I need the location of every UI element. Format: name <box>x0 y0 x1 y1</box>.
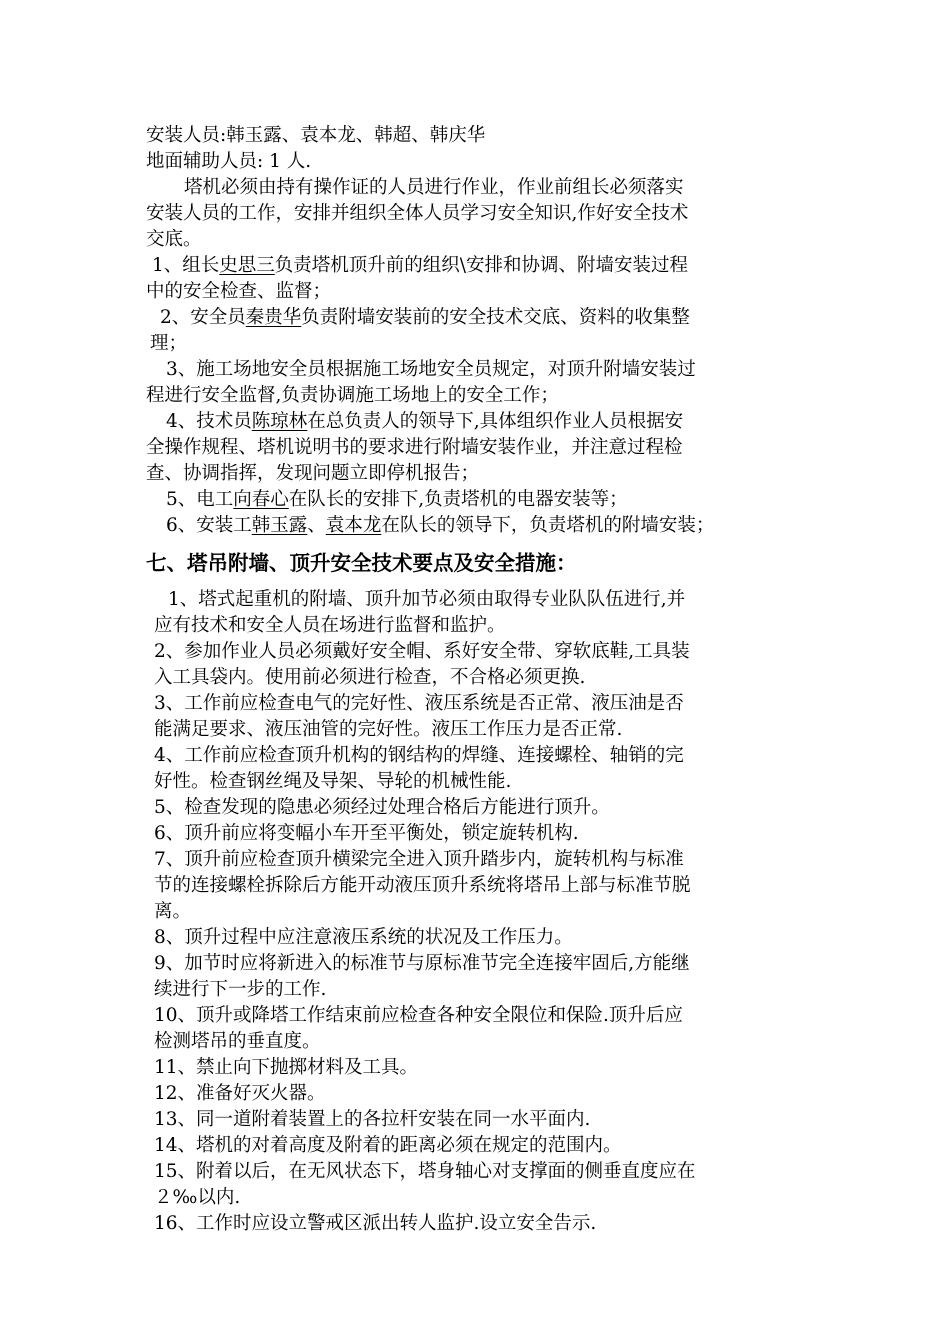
measure-15-line-2: ２‰以内. <box>154 1187 241 1208</box>
duty-6-person-1: 韩玉露 <box>251 515 308 536</box>
intro-line-2: 安装人员的工作，安排并组织全体人员学习安全知识,作好安全技术 <box>146 203 689 224</box>
measure-7-line-1: 7、顶升前应检查顶升横梁完全进入顶升踏步内，旋转机构与标准 <box>154 849 684 870</box>
ground-assist-line: 地面辅助人员: 1 人. <box>146 151 312 172</box>
measure-4-line-2: 好性。检查钢丝绳及导架、导轮的机械性能. <box>154 771 512 792</box>
measure-16-line: 16、工作时应设立警戒区派出转人监护.设立安全告示. <box>154 1213 597 1234</box>
duty-4-line-3: 查、协调指挥，发现问题立即停机报告； <box>146 463 480 484</box>
duty-2-text: 负责附墙安装前的安全技术交底、资料的收集整 <box>301 307 690 328</box>
measure-7-line-2: 节的连接螺栓拆除后方能开动液压顶升系统将塔吊上部与标准节脱 <box>154 875 691 896</box>
duty-3-line-2: 程进行安全监督,负责协调施工场地上的安全工作； <box>146 385 559 406</box>
measure-6-line: 6、顶升前应将变幅小车开至平衡处，锁定旋转机构. <box>154 823 579 844</box>
duty-4-prefix: 4、技术员 <box>166 411 252 432</box>
section-heading: 七、塔吊附墙、顶升安全技术要点及安全措施： <box>146 551 577 575</box>
measure-9-line-2: 续进行下一步的工作. <box>154 979 327 1000</box>
measure-11-line: 11、禁止向下抛掷材料及工具。 <box>154 1057 419 1078</box>
duty-4-line-2: 全操作规程、塔机说明书的要求进行附墙安装作业，并注意过程检 <box>146 437 683 458</box>
duty-4-person: 陈琼林 <box>251 411 308 432</box>
duty-1-line-1 <box>152 254 688 278</box>
duty-5-person: 向春心 <box>233 489 289 510</box>
intro-line-1: 塔机必须由持有操作证的人员进行作业，作业前组长必须落实 <box>184 177 684 198</box>
measure-3-line-1: 3、工作前应检查电气的完好性、液压系统是否正常、液压油是否 <box>154 693 684 714</box>
duty-3-line-1: 3、施工场地安全员根据施工场地安全员规定，对顶升附墙安装过 <box>166 359 696 380</box>
installers-line: 安装人员:韩玉露、袁本龙、韩超、韩庆华 <box>146 125 486 146</box>
duty-5-prefix: 5、电工 <box>166 489 234 510</box>
duty-5-line <box>166 488 628 512</box>
duty-5-text: 在队长的安排下,负责塔机的电器安装等； <box>288 489 628 510</box>
measure-2-line-2: 入工具袋内。使用前必须进行检查，不合格必须更换. <box>154 667 586 688</box>
measure-5-line: 5、检查发现的隐患必须经过处理合格后方能进行顶升。 <box>154 797 610 818</box>
duty-1-text: 负责塔机顶升前的组织\安排和协调、附墙安装过程 <box>274 255 689 276</box>
measure-7-line-3: 离。 <box>154 901 192 922</box>
measure-1-line-2: 应有技术和安全人员在场进行监督和监护。 <box>154 615 506 636</box>
duty-1-prefix: 1、组长 <box>152 255 220 276</box>
measure-13-line: 13、同一道附着装置上的各拉杆安装在同一水平面内. <box>154 1109 591 1130</box>
measure-4-line-1: 4、工作前应检查顶升机构的钢结构的焊缝、连接螺栓、轴销的完 <box>154 745 684 766</box>
duty-4-line-1 <box>166 410 683 434</box>
duty-2-person: 秦贵华 <box>245 307 302 328</box>
measure-12-line: 12、准备好灭火器。 <box>154 1083 326 1104</box>
duty-2-line-1 <box>160 306 690 330</box>
duty-4-text: 在总负责人的领导下,具体组织作业人员根据安 <box>307 411 684 432</box>
measure-9-line-1: 9、加节时应将新进入的标准节与原标准节完全连接牢固后,方能继 <box>154 953 690 974</box>
measure-8-line: 8、顶升过程中应注意液压系统的状况及工作压力。 <box>154 927 573 948</box>
measure-3-line-2: 能满足要求、液压油管的完好性。液压工作压力是否正常. <box>154 719 623 740</box>
duty-2-line-2: 理； <box>150 333 188 354</box>
duty-1-person: 史思三 <box>219 255 275 276</box>
measure-2-line-1: 2、参加作业人员必须戴好安全帽、系好安全带、穿软底鞋,工具装 <box>154 641 690 662</box>
measure-10-line-2: 检测塔吊的垂直度。 <box>154 1031 321 1052</box>
measure-14-line: 14、塔机的对着高度及附着的距离必须在规定的范围内。 <box>154 1135 622 1156</box>
duty-6-separator: 、 <box>307 515 326 536</box>
measure-15-line-1: 15、附着以后，在无风状态下，塔身轴心对支撑面的侧垂直度应在 <box>154 1161 696 1182</box>
duty-1-line-2: 中的安全检查、监督； <box>146 281 332 302</box>
duty-6-prefix: 6、安装工 <box>166 515 252 536</box>
duty-6-line <box>166 514 714 538</box>
intro-line-3: 交底。 <box>146 229 202 250</box>
measure-1-line-1: 1、塔式起重机的附墙、顶升加节必须由取得专业队队伍进行,并 <box>168 589 686 610</box>
duty-6-person-2: 袁本龙 <box>325 515 382 536</box>
duty-6-text: 在队长的领导下，负责塔机的附墙安装； <box>381 515 715 536</box>
duty-2-prefix: 2、安全员 <box>160 307 246 328</box>
measure-10-line-1: 10、顶升或降塔工作结束前应检查各种安全限位和保险.顶升后应 <box>154 1005 683 1026</box>
